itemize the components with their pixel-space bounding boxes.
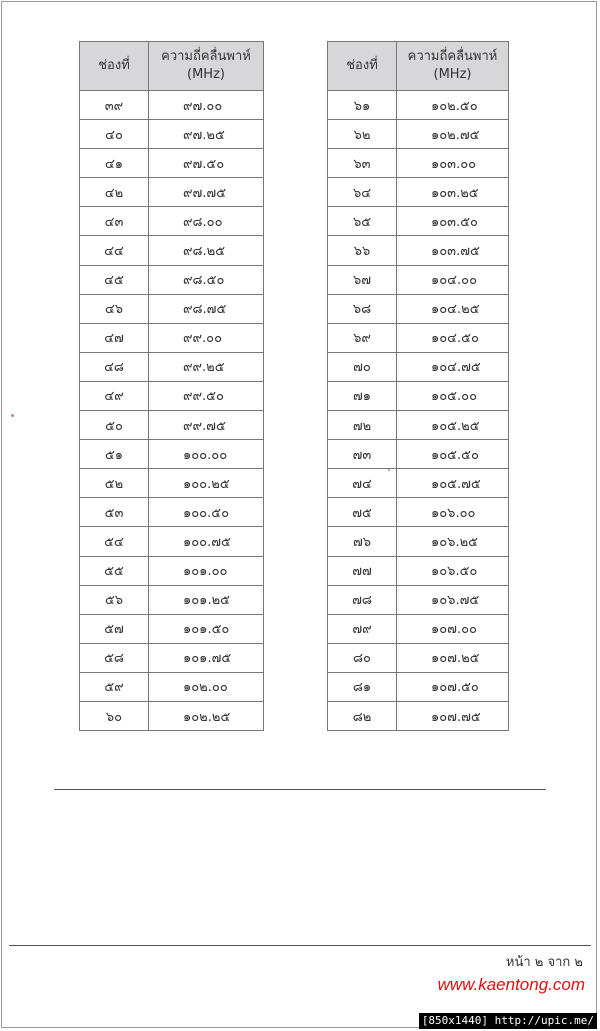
footer-line bbox=[9, 945, 591, 946]
table-row bbox=[328, 294, 509, 323]
channel-cell: ๖๒ bbox=[328, 120, 397, 149]
frequency-cell: ๙๙.๗๕ bbox=[149, 411, 264, 440]
frequency-cell: ๙๗.๕๐ bbox=[149, 149, 264, 178]
table-row bbox=[80, 236, 264, 265]
table-row bbox=[328, 469, 509, 498]
channel-cell: ๕๗ bbox=[80, 614, 149, 643]
header-frequency-line1: ความถี่คลื่นพาห์ bbox=[407, 49, 498, 64]
table-header-row bbox=[80, 42, 264, 91]
header-channel: ช่องที่ bbox=[80, 42, 149, 91]
table-row bbox=[328, 352, 509, 381]
table-row bbox=[328, 527, 509, 556]
table-row bbox=[328, 207, 509, 236]
channel-cell: ๔๒ bbox=[80, 178, 149, 207]
table-row bbox=[328, 440, 509, 469]
table-row bbox=[328, 236, 509, 265]
table-row bbox=[328, 265, 509, 294]
table-row bbox=[328, 585, 509, 614]
table-row bbox=[80, 585, 264, 614]
frequency-cell: ๙๘.๕๐ bbox=[149, 265, 264, 294]
channel-cell: ๗๕ bbox=[328, 498, 397, 527]
channel-cell: ๖๙ bbox=[328, 323, 397, 352]
channel-cell: ๔๑ bbox=[80, 149, 149, 178]
frequency-cell: ๑๐๑.๒๕ bbox=[149, 585, 264, 614]
frequency-cell: ๑๐๔.๒๕ bbox=[397, 294, 509, 323]
frequency-table-right bbox=[327, 41, 509, 731]
table-row bbox=[80, 207, 264, 236]
table-row bbox=[328, 643, 509, 672]
table-row bbox=[80, 411, 264, 440]
channel-cell: ๗๙ bbox=[328, 614, 397, 643]
page-number: หน้า ๒ จาก ๒ bbox=[505, 955, 583, 970]
channel-cell: ๕๘ bbox=[80, 643, 149, 672]
frequency-cell: ๑๐๐.๐๐ bbox=[149, 440, 264, 469]
frequency-cell: ๑๐๔.๐๐ bbox=[397, 265, 509, 294]
header-frequency bbox=[149, 42, 264, 91]
table-row bbox=[80, 149, 264, 178]
table-row bbox=[80, 527, 264, 556]
frequency-cell: ๙๗.๐๐ bbox=[149, 91, 264, 120]
channel-cell: ๕๕ bbox=[80, 556, 149, 585]
table-row bbox=[80, 265, 264, 294]
frequency-cell: ๙๘.๒๕ bbox=[149, 236, 264, 265]
frequency-cell: ๑๐๖.๗๕ bbox=[397, 585, 509, 614]
frequency-cell: ๑๐๖.๕๐ bbox=[397, 556, 509, 585]
channel-cell: ๖๐ bbox=[80, 701, 149, 730]
table-row bbox=[80, 469, 264, 498]
channel-cell: ๖๑ bbox=[328, 91, 397, 120]
header-frequency-line1: ความถี่คลื่นพาห์ bbox=[161, 49, 251, 64]
channel-cell: ๔๖ bbox=[80, 294, 149, 323]
frequency-cell: ๑๐๕.๕๐ bbox=[397, 440, 509, 469]
frequency-cell: ๑๐๖.๒๕ bbox=[397, 527, 509, 556]
channel-cell: ๕๑ bbox=[80, 440, 149, 469]
channel-cell: ๖๓ bbox=[328, 149, 397, 178]
channel-cell: ๕๔ bbox=[80, 527, 149, 556]
frequency-cell: ๑๐๗.๒๕ bbox=[397, 643, 509, 672]
table-row bbox=[80, 91, 264, 120]
table-row bbox=[80, 701, 264, 730]
frequency-cell: ๑๐๒.๒๕ bbox=[149, 701, 264, 730]
table-row bbox=[80, 614, 264, 643]
table-row bbox=[80, 352, 264, 381]
table-row bbox=[328, 149, 509, 178]
table-row bbox=[328, 701, 509, 730]
channel-cell: ๕๖ bbox=[80, 585, 149, 614]
channel-cell: ๔๐ bbox=[80, 120, 149, 149]
table-row bbox=[328, 381, 509, 410]
channel-cell: ๗๘ bbox=[328, 585, 397, 614]
frequency-cell: ๑๐๒.๗๕ bbox=[397, 120, 509, 149]
table-row bbox=[80, 120, 264, 149]
frequency-cell: ๑๐๓.๐๐ bbox=[397, 149, 509, 178]
channel-cell: ๖๕ bbox=[328, 207, 397, 236]
channel-cell: ๗๒ bbox=[328, 411, 397, 440]
channel-cell: ๗๓ bbox=[328, 440, 397, 469]
channel-cell: ๔๗ bbox=[80, 323, 149, 352]
frequency-cell: ๑๐๔.๗๕ bbox=[397, 352, 509, 381]
table-row bbox=[80, 440, 264, 469]
scan-speck bbox=[11, 414, 14, 417]
frequency-cell: ๙๘.๗๕ bbox=[149, 294, 264, 323]
frequency-cell: ๑๐๒.๐๐ bbox=[149, 672, 264, 701]
frequency-cell: ๑๐๗.๐๐ bbox=[397, 614, 509, 643]
table-row bbox=[328, 672, 509, 701]
channel-cell: ๔๔ bbox=[80, 236, 149, 265]
frequency-cell: ๙๙.๕๐ bbox=[149, 381, 264, 410]
channel-cell: ๗๐ bbox=[328, 352, 397, 381]
frequency-cell: ๑๐๑.๕๐ bbox=[149, 614, 264, 643]
frequency-cell: ๑๐๒.๕๐ bbox=[397, 91, 509, 120]
scan-speck bbox=[388, 469, 390, 471]
frequency-cell: ๑๐๕.๐๐ bbox=[397, 381, 509, 410]
header-frequency bbox=[397, 42, 509, 91]
channel-cell: ๗๗ bbox=[328, 556, 397, 585]
table-row bbox=[80, 294, 264, 323]
frequency-cell: ๑๐๐.๗๕ bbox=[149, 527, 264, 556]
frequency-cell: ๙๙.๒๕ bbox=[149, 352, 264, 381]
channel-cell: ๓๙ bbox=[80, 91, 149, 120]
channel-cell: ๕๒ bbox=[80, 469, 149, 498]
channel-cell: ๗๑ bbox=[328, 381, 397, 410]
channel-cell: ๔๓ bbox=[80, 207, 149, 236]
table-row bbox=[328, 556, 509, 585]
table-body-left bbox=[80, 91, 264, 731]
frequency-cell: ๑๐๗.๕๐ bbox=[397, 672, 509, 701]
table-row bbox=[80, 643, 264, 672]
table-row bbox=[80, 381, 264, 410]
channel-cell: ๗๖ bbox=[328, 527, 397, 556]
channel-cell: ๘๑ bbox=[328, 672, 397, 701]
frequency-cell: ๙๘.๐๐ bbox=[149, 207, 264, 236]
frequency-cell: ๑๐๑.๗๕ bbox=[149, 643, 264, 672]
channel-cell: ๕๐ bbox=[80, 411, 149, 440]
frequency-cell: ๑๐๑.๐๐ bbox=[149, 556, 264, 585]
channel-cell: ๖๖ bbox=[328, 236, 397, 265]
channel-cell: ๗๔ bbox=[328, 469, 397, 498]
frequency-cell: ๑๐๐.๕๐ bbox=[149, 498, 264, 527]
divider-line bbox=[54, 789, 546, 790]
frequency-table-left bbox=[79, 41, 264, 731]
channel-cell: ๘๒ bbox=[328, 701, 397, 730]
frequency-cell: ๑๐๕.๒๕ bbox=[397, 411, 509, 440]
frequency-cell: ๑๐๔.๕๐ bbox=[397, 323, 509, 352]
channel-cell: ๔๘ bbox=[80, 352, 149, 381]
website-link[interactable]: www.kaentong.com bbox=[437, 975, 585, 994]
frequency-cell: ๙๙.๐๐ bbox=[149, 323, 264, 352]
table-row bbox=[80, 672, 264, 701]
channel-cell: ๘๐ bbox=[328, 643, 397, 672]
table-row bbox=[328, 411, 509, 440]
frequency-cell: ๑๐๖.๐๐ bbox=[397, 498, 509, 527]
table-row bbox=[328, 498, 509, 527]
frequency-cell: ๙๗.๒๕ bbox=[149, 120, 264, 149]
frequency-cell: ๑๐๓.๒๕ bbox=[397, 178, 509, 207]
header-frequency-unit: (MHz) bbox=[433, 67, 472, 82]
header-frequency-unit: (MHz) bbox=[187, 67, 225, 82]
table-row bbox=[328, 120, 509, 149]
channel-cell: ๖๘ bbox=[328, 294, 397, 323]
channel-cell: ๖๗ bbox=[328, 265, 397, 294]
table-body-right bbox=[328, 91, 509, 731]
channel-cell: ๖๔ bbox=[328, 178, 397, 207]
header-channel: ช่องที่ bbox=[328, 42, 397, 91]
table-row bbox=[80, 323, 264, 352]
table-row bbox=[328, 178, 509, 207]
frequency-cell: ๑๐๕.๗๕ bbox=[397, 469, 509, 498]
table-row bbox=[328, 614, 509, 643]
channel-cell: ๕๙ bbox=[80, 672, 149, 701]
channel-cell: ๔๕ bbox=[80, 265, 149, 294]
table-row bbox=[80, 556, 264, 585]
frequency-cell: ๙๗.๗๕ bbox=[149, 178, 264, 207]
channel-cell: ๕๓ bbox=[80, 498, 149, 527]
table-row bbox=[328, 91, 509, 120]
table-row bbox=[328, 323, 509, 352]
channel-cell: ๔๙ bbox=[80, 381, 149, 410]
frequency-cell: ๑๐๓.๗๕ bbox=[397, 236, 509, 265]
frequency-cell: ๑๐๐.๒๕ bbox=[149, 469, 264, 498]
table-row bbox=[80, 498, 264, 527]
table-header-row bbox=[328, 42, 509, 91]
image-host-stamp: [850x1440] http://upic.me/ bbox=[419, 1013, 597, 1029]
frequency-cell: ๑๐๓.๕๐ bbox=[397, 207, 509, 236]
frequency-cell: ๑๐๗.๗๕ bbox=[397, 701, 509, 730]
table-row bbox=[80, 178, 264, 207]
